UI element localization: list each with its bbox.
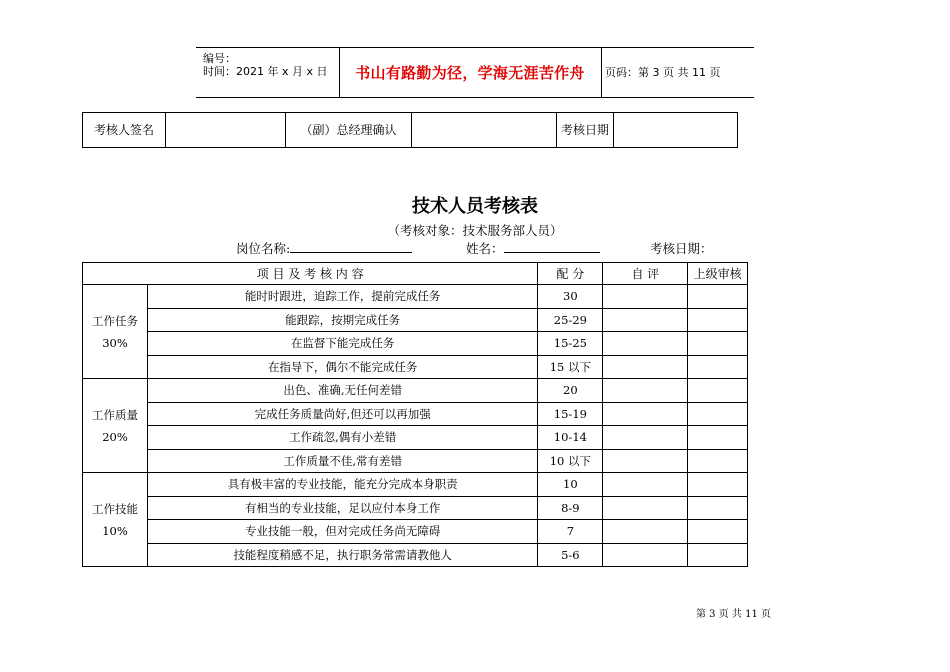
review-cell[interactable] <box>688 308 748 332</box>
section-percent: 30% <box>102 335 128 350</box>
score-range: 7 <box>538 520 603 544</box>
self-eval-cell[interactable] <box>603 285 688 309</box>
criterion: 技能程度稍感不足，执行职务常需请教他人 <box>148 543 538 567</box>
section-label <box>83 285 148 379</box>
section-name: 工作质量 <box>92 407 138 422</box>
criterion: 工作质量不佳,常有差错 <box>148 449 538 473</box>
gm-confirm-label: （副）总经理确认 <box>286 113 412 148</box>
score-range: 25-29 <box>538 308 603 332</box>
assessor-sign-field[interactable] <box>166 113 286 148</box>
self-eval-cell[interactable] <box>603 449 688 473</box>
motto-cell <box>339 48 602 97</box>
criterion: 专业技能一般，但对完成任务尚无障碍 <box>148 520 538 544</box>
criterion: 具有极丰富的专业技能，能充分完成本身职责 <box>148 473 538 497</box>
self-eval-cell[interactable] <box>603 402 688 426</box>
header-meta <box>196 48 340 97</box>
table-row <box>83 426 748 450</box>
score-range: 15-25 <box>538 332 603 356</box>
form-title: 技术人员考核表 <box>412 196 538 217</box>
review-cell[interactable] <box>688 379 748 403</box>
score-range: 10 以下 <box>538 449 603 473</box>
header-item: 项 目 及 考 核 内 容 <box>83 263 538 285</box>
self-eval-cell[interactable] <box>603 355 688 379</box>
self-eval-cell[interactable] <box>603 520 688 544</box>
section-percent: 20% <box>102 429 128 444</box>
score-range: 15-19 <box>538 402 603 426</box>
self-eval-cell[interactable] <box>603 308 688 332</box>
self-eval-cell[interactable] <box>603 379 688 403</box>
score-range: 20 <box>538 379 603 403</box>
date-field[interactable] <box>650 239 713 257</box>
table-header-row <box>83 263 748 285</box>
table-row <box>83 543 748 567</box>
name-field[interactable] <box>466 239 600 257</box>
assessor-sign-label: 考核人签名 <box>83 113 166 148</box>
table-row <box>83 379 748 403</box>
position-line <box>290 240 412 253</box>
gm-confirm-field[interactable] <box>412 113 557 148</box>
section-label <box>83 379 148 473</box>
criterion: 工作疏忽,偶有小差错 <box>148 426 538 450</box>
motto-text: 书山有路勤为径，学海无涯苦作舟 <box>355 64 585 82</box>
position-label: 岗位名称: <box>236 241 291 256</box>
section-name: 工作技能 <box>92 501 138 516</box>
review-cell[interactable] <box>688 426 748 450</box>
self-eval-cell[interactable] <box>603 543 688 567</box>
criterion: 出色、准确,无任何差错 <box>148 379 538 403</box>
form-subtitle: （考核对象：技术服务部人员） <box>387 223 563 238</box>
score-range: 5-6 <box>538 543 603 567</box>
review-cell[interactable] <box>688 355 748 379</box>
criterion: 能跟踪，按期完成任务 <box>148 308 538 332</box>
header-self: 自 评 <box>603 263 688 285</box>
table-row <box>83 332 748 356</box>
page-header <box>196 47 754 98</box>
position-field[interactable] <box>236 239 412 257</box>
review-cell[interactable] <box>688 520 748 544</box>
table-row <box>83 473 748 497</box>
score-range: 10 <box>538 473 603 497</box>
criterion: 在指导下，偶尔不能完成任务 <box>148 355 538 379</box>
table-row <box>83 285 748 309</box>
signature-table <box>82 112 738 148</box>
review-cell[interactable] <box>688 402 748 426</box>
criterion: 完成任务质量尚好,但还可以再加强 <box>148 402 538 426</box>
self-eval-cell[interactable] <box>603 496 688 520</box>
review-cell[interactable] <box>688 543 748 567</box>
section-name: 工作任务 <box>92 313 138 328</box>
name-label: 姓名： <box>466 241 504 256</box>
section-percent: 10% <box>102 523 128 538</box>
review-cell[interactable] <box>688 496 748 520</box>
score-range: 15 以下 <box>538 355 603 379</box>
assess-date-field[interactable] <box>614 113 738 148</box>
table-row <box>83 402 748 426</box>
review-cell[interactable] <box>688 285 748 309</box>
page-code: 页码：第 3 页 共 11 页 <box>605 66 721 79</box>
evaluation-table <box>82 262 748 567</box>
page-code-cell <box>601 48 754 97</box>
name-line <box>504 240 600 253</box>
table-row <box>83 449 748 473</box>
criterion: 在监督下能完成任务 <box>148 332 538 356</box>
header-review: 上级审核 <box>688 263 748 285</box>
review-cell[interactable] <box>688 332 748 356</box>
score-range: 30 <box>538 285 603 309</box>
self-eval-cell[interactable] <box>603 332 688 356</box>
table-row <box>83 520 748 544</box>
section-label <box>83 473 148 567</box>
score-range: 8-9 <box>538 496 603 520</box>
code-label: 编号： <box>203 52 236 65</box>
assess-date-label: 考核日期 <box>557 113 614 148</box>
self-eval-cell[interactable] <box>603 426 688 450</box>
table-row <box>83 355 748 379</box>
header-score: 配 分 <box>538 263 603 285</box>
review-cell[interactable] <box>688 473 748 497</box>
review-cell[interactable] <box>688 449 748 473</box>
score-range: 10-14 <box>538 426 603 450</box>
time-label: 时间：2021 年 x 月 x 日 <box>203 65 328 78</box>
date-label: 考核日期： <box>650 241 713 256</box>
criterion: 有相当的专业技能，足以应付本身工作 <box>148 496 538 520</box>
table-row <box>83 308 748 332</box>
criterion: 能时时跟进，追踪工作，提前完成任务 <box>148 285 538 309</box>
page-footer: 第 3 页 共 11 页 <box>696 609 771 620</box>
table-row <box>83 496 748 520</box>
self-eval-cell[interactable] <box>603 473 688 497</box>
